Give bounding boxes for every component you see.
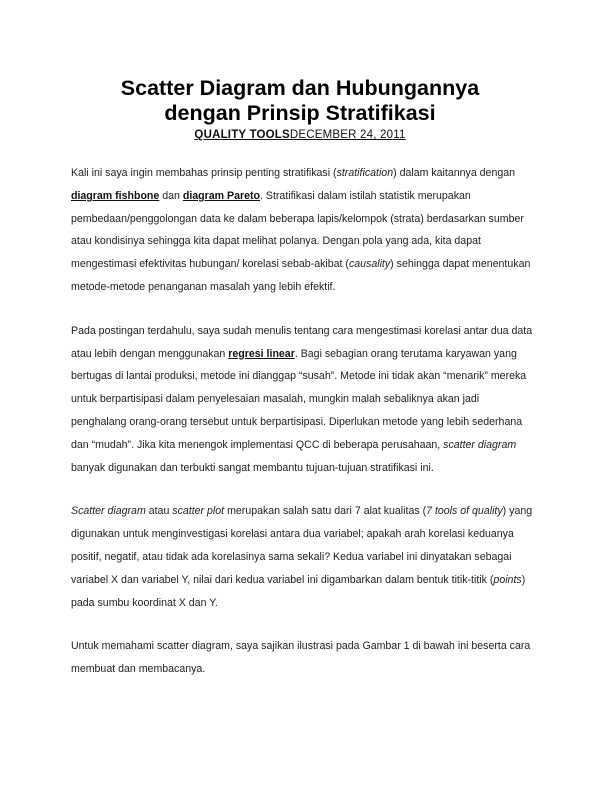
linear-regression-link[interactable]: regresi linear: [228, 347, 295, 360]
term-scatter-plot: scatter plot: [172, 505, 225, 518]
article-body: [71, 162, 533, 702]
term-points: points: [493, 573, 522, 586]
paragraph-1: Kali ini saya ingin membahas prinsip penting stratifikasi (stratification) dalam kaitannya dengan diagram fishbone dan diagram Pareto. Stratifikasi dalam istilah statistik merupakan pembedaan/penggolongan data ke dalam beberapa lapis/kelompok (strata) berdasarkan sumber atau kondisinya sehingga kita dapat melihat polanya. Dengan pola yang ada, kita dapat mengestimasi efektivitas hubungan/ korelasi sebab-akibat (causality) sehingga dapat menentukan metode-metode penanganan masalah yang lebih efektif.: [71, 167, 531, 293]
paragraph-3: Scatter diagram atau scatter plot merupakan salah satu dari 7 alat kualitas (7 tools of quality) yang digunakan untuk menginvestigasi korelasi antara dua variabel; apakah arah korelasi keduanya positif, negatif, atau tidak ada korelasinya sama sekali? Kedua variabel ini dinyatakan sebagai variabel X dan variabel Y, nilai dari kedua variabel ini digambarkan dalam bentuk titik-titik (points) pada sumbu koordinat X dan Y.: [71, 505, 533, 609]
category-link[interactable]: QUALITY TOOLS: [194, 129, 290, 141]
article-meta: [40, 128, 560, 142]
term-scatter-diagram: scatter diagram: [443, 438, 517, 451]
term-7-tools: 7 tools of quality: [426, 505, 503, 518]
date-link[interactable]: DECEMBER 24, 2011: [289, 129, 406, 141]
pareto-diagram-link[interactable]: diagram Pareto: [182, 189, 260, 202]
term-stratification: stratification: [336, 167, 394, 179]
paragraph-2: Pada postingan terdahulu, saya sudah menulis tentang cara mengestimasi korelasi antar dua data atau lebih dengan menggunakan regresi linear. Bagi sebagian orang terutama karyawan yang bertugas di lantai produksi, metode ini dianggap “susah”. Metode ini tidak akan “menarik” mereka untuk berpartisipasi dalam penyelesaian masalah, mungkin malah sebaliknya akan jadi penghalang orang-orang tersebut untuk berpartisipasi. Diperlukan metode yang lebih sederhana dan “mudah”. Jika kita menengok implementasi QCC di beberapa perusahaan, scatter diagram banyak digunakan dan terbukti sangat membantu tujuan-tujuan stratifikasi ini.: [71, 324, 533, 474]
term-scatter-diagram-lead: Scatter diagram: [71, 505, 146, 518]
fishbone-diagram-link[interactable]: diagram fishbone: [71, 189, 160, 202]
paragraph-4: Untuk memahami scatter diagram, saya sajikan ilustrasi pada Gambar 1 di bawah ini beserta cara membuat dan membacanya.: [71, 640, 531, 676]
article-title: [40, 76, 560, 126]
term-causality: causality: [348, 258, 391, 271]
article-title-line2: dengan Prinsip Stratifikasi: [164, 101, 436, 125]
article-title-line1: Scatter Diagram dan Hubungannya: [120, 76, 480, 100]
